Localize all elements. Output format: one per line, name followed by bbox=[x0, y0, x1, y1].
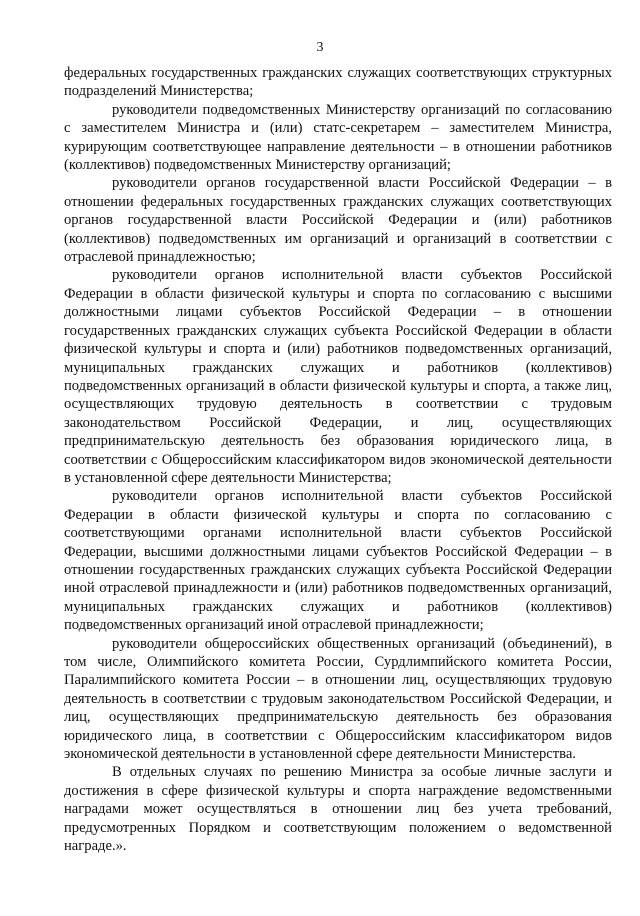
paragraph-regional-other-sector: руководители органов исполнительной власти субъектов Российской Федерации в области физической культуры и спорта по согласованию с соответствующими органами исполнительной власти субъектов Российской Федерации, высшими должностными лицами субъектов Российской Федерации – в отношении государственных гражданских служащих субъекта Российской Федерации иной отраслевой принадлежности и (или) работников подведомственных организаций, муниципальных гражданских служащих и работников (коллективов) подведомственных организаций иной отраслевой принадлежности; bbox=[64, 488, 612, 634]
paragraph-minister-decision: В отдельных случаях по решению Министра за особые личные заслуги и достижения в сфере физической культуры и спорта награждение ведомственными наградами может осуществляться в отношении лиц без учета требований, предусмотренных Порядком и соответствующим положением о ведомственной награде.». bbox=[64, 764, 612, 855]
paragraph-regional-sport-authorities: руководители органов исполнительной власти субъектов Российской Федерации в области физической культуры и спорта по согласованию с высшими должностными лицами субъектов Российской Федерации – в отношении государственных гражданских служащих субъекта Российской Федерации в области физической культуры и спорта и (или) работников подведомственных организаций, муниципальных гражданских служащих и работников (коллективов) подведомственных организаций в области физической культуры и спорта, а также лиц, осуществляющих трудовую деятельность в соответствии с трудовым законодательством Российской Федерации, и лиц, осуществляющих предпринимательскую деятельность без образования юридического лица, в соответствии с Общероссийским классификатором видов экономической деятельности в установленной сфере деятельности Министерства; bbox=[64, 267, 612, 486]
paragraph-subordinate-organizations: руководители подведомственных Министерству организаций по согласованию с заместителем Министра и (или) статс-секретарем – заместителем Министра, курирующим соответствующее направление деятельности – в отношении работников (коллективов) подведомственных Министерству организаций; bbox=[64, 101, 612, 174]
paragraph-continuation: федеральных государственных гражданских служащих соответствующих структурных подразделений Министерства; bbox=[64, 65, 612, 100]
page-number: 3 bbox=[316, 40, 324, 55]
paragraph-public-organizations: руководители общероссийских общественных организаций (объединений), в том числе, Олимпийского комитета России, Сурдлимпийского комитета России, Паралимпийского комитета России – в отношении лиц, осуществляющих трудовую деятельность в соответствии с трудовым законодательством Российской Федерации, и лиц, осуществляющих предпринимательскую деятельность без образования юридического лица, в соответствии с Общероссийским классификатором видов экономической деятельности в установленной сфере деятельности Министерства. bbox=[64, 635, 612, 763]
paragraph-federal-authorities: руководители органов государственной власти Российской Федерации – в отношении федеральных государственных гражданских служащих соответствующих органов государственной власти Российской Федерации и (или) работников (коллективов) подведомственных им организаций и организаций в соответствии с отраслевой принадлежностью; bbox=[64, 175, 612, 266]
document-body bbox=[64, 64, 612, 855]
